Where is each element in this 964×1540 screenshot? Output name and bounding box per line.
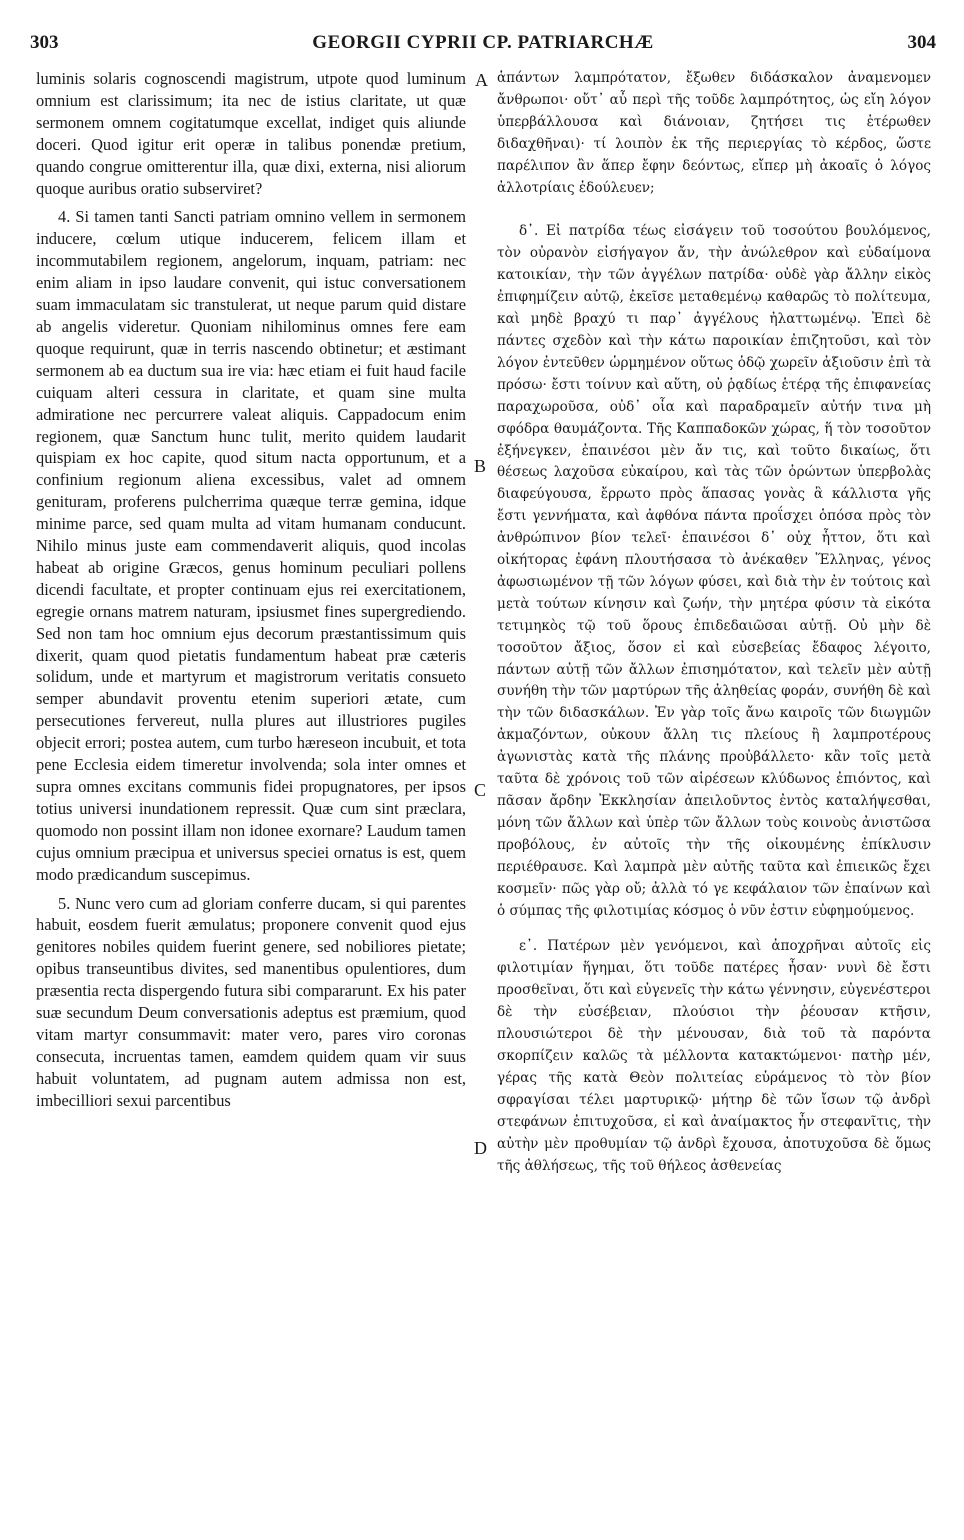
greek-paragraph-4: δ᾽. Εἰ πατρίδα τέως εἰσάγειν τοῦ τοσούτου βουλόμενος, τὸν οὐρανὸν εἰσήγαγον ἄν, τὴν ἀνώλεθρον καὶ εὐδαίμονα κατοικίαν, τὴν τῶν ἀγγέλων πατρίδα· οὐδὲ γὰρ ἄλλην εἰκὸς ἐπιφημίζειν αὐτῷ, ἐκεῖσε μεταθεμένῳ καθαρῶς τὸ πολίτευμα, καὶ μηδὲ βραχύ τι παρ᾽ ἀγγέλους ἠλαττωμένῳ. Ἐπεὶ δὲ πάντες σχεδὸν καὶ τὴν κάτω παροικίαν ἐπιζητοῦσι, καὶ τὸν λόγον ἐντεῦθεν ὡρμημένον οὕτως ὁδῷ χωρεῖν ἀξιοῦσιν ἐπὶ τὰ πρόσω· ἔστι τοίνυν καὶ αὕτη, οὐ ῥᾳδίως ἑτέρᾳ τῆς ἐπιφανείας παραχωροῦσα, οὐδ᾽ οἷα καὶ παραδραμεῖν αὐτήν τινα μὴ σφόδρα θαυμάζοντα. Τῆς Καππαδοκῶν χώρας, ἥ τὸν τοσοῦτον ἐξήνεγκεν, ἐπαινέσοι μὲν ἄν τις, καὶ τοῦτο δικαίως, ὅτι θέσεως λαχοῦσα εὐκαίρου, καὶ τὰς τῶν ὁρώντων ὑπερβολὰς διαφεύγουσα, ἔρρωτο πρὸς ἅπασας γονὰς ἃ κάλλιστα γῆς ἔστι γεννήματα, καὶ ἀφθόνα πάντα προΐσχει ὁπόσα πρὸς τὸν ἀνθρώπινον βίον τελεῖ· ἐπαινέσοι δ᾽ οὐχ ἧττον, ὅτι καὶ οἰκήτορας ἐφάνη πλουτήσασα τὸ ἀνέκαθεν Ἕλληνας, γένος ἀφωσιωμένον τῇ τῶν λόγων φύσει, καὶ διὰ τὴν ἐν τούτοις καὶ μετὰ τούτων κίνησιν καὶ ζωήν, τὴν μητέρα φύσιν τὰ εἰκότα τετιμηκὸς τῷ τοῦ ὅρους ἐπιδεδαιῶσαι αὐτῇ. Οὐ μὴν δὲ τοσοῦτον ἄξιος, ὅσον εἰ καὶ εὐσεβείας ἔδαφος λέγοιτο, πάντων αὐτῇ τῶν ἄλλων ἐπισημότατον, καὶ τελεῖν μὲν αὐτῇ συνήθη τὴν τῶν μαρτύρων τῆς ἀληθείας φοράν, συνήθη δὲ καὶ τὴν τῶν διδασκάλων. Ἐν γὰρ τοῖς ἄνω καιροῖς τῶν διωγμῶν ἀκμαζόντων, οὐκουν ἄλλη τις πλείους ἢ λαμπροτέρους ἀγωνιστὰς κατὰ τῆς πλάνης προὐβάλλετο· κἂν τοῖς μετὰ ταῦτα δὲ χρόνοις τοῦ τῶν αἱρέσεων κλύδωνος ἐπιόντος, καὶ πᾶσαν ἄρδην Ἐκκλησίαν ἀπειλοῦντος ἐντὸς καταλήψεσθαι, μόνη τῶν ἄλλων καὶ ὑπὲρ τῶν ἄλλων τοὺς κοινοὺς ἀνιστῶσα προβόλους, ἐν αὐτοῖς τὴν τῆς οἰκουμένης ἐπίκλυσιν περιέθραυσε. Καὶ λαμπρὰ μὲν αὐτῆς ταῦτα καὶ ἐπιεικῶς ἔχει κοσμεῖν· πῶς γὰρ οὔ; ἀλλὰ τό γε κεφάλαιον τῶν ἐπαίνων καὶ ὁ σύμπας τῆς φιλοτιμίας κόσμος ὁ νῦν ἐστιν εὐφημούμενος. [497, 223, 931, 919]
greek-paragraph-1: ἁπάντων λαμπρότατον, ἔξωθεν διδάσκαλον ἀναμενομεν ἄνθρωποι· οὔτ᾽ αὖ περὶ τῆς τοῦδε λαμπρότητος, ὡς εἴη λόγον ὑπερβάλλουσα καὶ διάνοιαν, ζητήσει τις ἑτέρωθεν διδαχθῆναι)· τί λοιπὸν ἐκ τῆς περιεργίας τὸ κέρδος, ὥστε παρέλιπον ἂν ἅπερ ἔφην δεόντως, εἴπερ μὴ ἀκοαῖς ὁ λόγος ἀλλοτρίαις ἐδούλευεν; [497, 70, 931, 196]
margin-letter-c: C [474, 780, 487, 800]
latin-paragraph-4: 4. Si tamen tanti Sancti patriam omnino vellem in sermonem inducere, cœlum utique inducerem, felicem illam et incommutabilem regionem, angelorum, inquam, patriam: nec enim aliam in ipso laudare convenit, qui istuc conversationem suam immaculatam sic transtulerat, ut neque parum quid distare ab angelis videretur. Quoniam nihilominus omnes fere eam quoque requirunt, quæ in terris nascendo obtinetur; et æstimant sermonem ab ea ductum sua ire via: hæc etiam ei fuit haud facile cuiquam alteri cessura in claritate, et quam sine multa admiratione nec percurrere valeat aliquis. Cappadocum enim regionem, quæ Sanctum hunc tulit, merito quidem laudarit quispiam ex hoc capite, quod situm nacta opportunum, et a confinium regionum aliena excessibus, valet ad omnem genituram, proferens pulcherrima quæque terræ gemina, idque minime parce, sed quam multa ad vitam humanam conducunt. Nihilo minus juste eam commendaverit aliquis, quod incolas habeat ab origine Græcos, genus hominum peculiari pollens dicendi facultate, et propter continuam ejus rei exercitationem, egregie ornans matrem naturam, ipsiusmet fines supergrediendo. Sed non tam hoc omnium ejus decorum præstantissimum quis dixerit, quam quod pietatis fundamentum habeat præ cæteris solidum, unde et martyrum et magistrorum veritatis consueto semper abundavit proventu etenim superiori ætate, cum persecutiones fervereut, nulla plures aut illustriores pugiles objecit errori; postea autem, cum turbo hæreseon incubuit, et tota pene Ecclesia eidem timeretur involvenda; sola inter omnes et supra omnes excitans communis fidei propugnatores, per ipsos totius universi inundationem repressit. Quæ cum sint præclara, quomodo non possint illam non idonee exornare? Laudum tamen cujus omnium præcipua et universus speciei ornatus is est, quem modo prædicandum suscepimus. [36, 207, 466, 884]
greek-paragraph-5: ε᾽. Πατέρων μὲν γενόμενοι, καὶ ἀποχρῆναι αὐτοῖς εἰς φιλοτιμίαν ἥγημαι, ὅτι τοῦδε πατέρες ἦσαν· νυνὶ δὲ ἔστι προσθεῖναι, ὅτι καὶ εὐγενεῖς τὴν κάτω γέννησιν, εὐγενέστεροι δὲ τὴν εὐσέβειαν, πλούσιοι τὴν ῥέουσαν κτῆσιν, πλουσιώτεροι δὲ τὴν μένουσαν, διὰ τοῦ τὰ παρόντα σκορπίζειν καλῶς τὰ μέλλοντα κατακτώμενοι· πατὴρ μέν, γέρας τῆς κατὰ Θεὸν πολιτείας εὑράμενος τὸ τὸν βίον σφραγίσαι τέλει μαρτυρικῷ· μήτηρ δὲ τῶν ἴσων τῷ ἀνδρὶ στεφάνων ἐπιτυχοῦσα, εἰ καὶ ἀναίμακτος ἦν στεφανῖτις, τὴν αὐτὴν μὲν προθυμίαν τῷ ἀνδρὶ ἔχουσα, ἀποτυχοῦσα δὲ ὅμως τῆς ἀθλήσεως, τῆς τοῦ θήλεος ἀσθενείας [497, 938, 931, 1174]
greek-column [497, 68, 931, 1177]
latin-paragraph-5: 5. Nunc vero cum ad gloriam conferre ducam, si qui parentes habuit, eosdem fuerit æmulatus; proponere convenit quod ejus genitores nobiles quidem fuerint genere, sed nobiliores pietate; opibus transeuntibus divites, sed manentibus opulentiores, dum præsentia recta dispergendo futura sibi compararunt. Ex his pater suæ secundum Deum conversationis adeptus est præmium, quod vitam martyr consummavit: mater vero, pares viro coronas consecuta, incruentas tamen, eamdem quidem quam vir suus habuit voluntatem, ad pugnam autem admissa non est, imbecilliori sexui parcentibus [36, 893, 466, 1110]
latin-column [36, 68, 466, 1112]
margin-letter-d: D [474, 1138, 487, 1158]
margin-letter-b: B [474, 456, 487, 476]
running-title: GEORGII CYPRII CP. PATRIARCHÆ [312, 32, 654, 53]
page-number-left: 303 [30, 32, 59, 53]
running-header [30, 30, 936, 60]
margin-letter-a: A [475, 70, 488, 90]
latin-paragraph-1: luminis solaris cognoscendi magistrum, utpote quod luminum omnium est clarissimum; ita nec de istius claritate, ut quæ sermonem omnem cogitatumque excellat, indiget quis aliunde doceri. Quod igitur erit operæ in talibus ponendæ pretium, quando congrue omitterentur illa, quæ dixi, externa, nisi aliorum quoque auribus oratio subserviret? [36, 69, 466, 198]
page-number-right: 304 [907, 32, 936, 53]
